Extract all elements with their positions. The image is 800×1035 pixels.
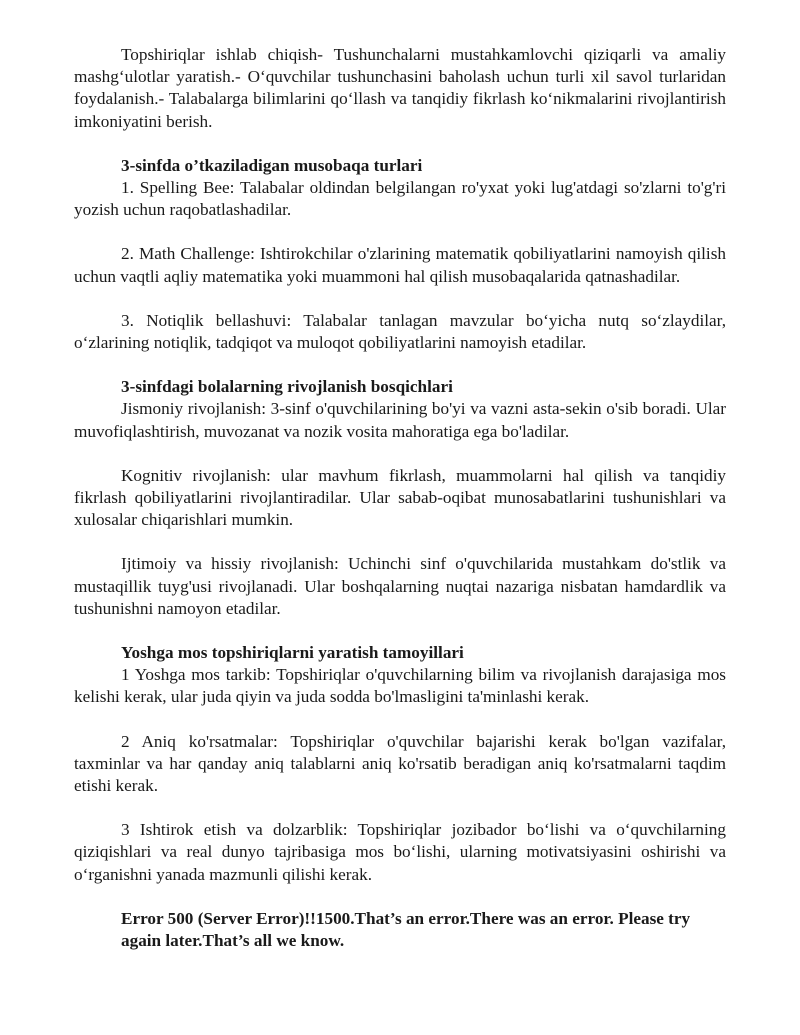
- section-heading-development: 3-sinfdagi bolalarning rivojlanish bosqichlari: [121, 377, 453, 397]
- list-item-spelling-bee: 1. Spelling Bee: Talabalar oldindan belgilangan ro'yxat yoki lug'atdagi so'zlarni to'g'ri yozish uchun raqobatlashadilar.: [74, 178, 726, 220]
- paragraph-social-development: Ijtimoiy va hissiy rivojlanish: Uchinchi sinf o'quvchilarida mustahkam do'stlik va mustaqillik tuyg'usi rivojlanadi. Ular boshqalarning nuqtai nazariga nisbatan hamdardlik va tushunishni namoyon etadilar.: [74, 554, 726, 618]
- document-page: [74, 44, 726, 952]
- error-message: Error 500 (Server Error)!!1500.That’s an error.There was an error. Please try again later.That’s all we know.: [121, 908, 691, 951]
- list-item-age-appropriate: 1 Yoshga mos tarkib: Topshiriqlar o'quvchilarning bilim va rivojlanish darajasiga mos kelishi kerak, ular juda qiyin va juda sodda bo'lmasligini ta'minlashi kerak.: [74, 665, 726, 707]
- paragraph-cognitive-development: Kognitiv rivojlanish: ular mavhum fikrlash, muammolarni hal qilish va tanqidiy fikrlash qobiliyatlarini rivojlantiradilar. Ular sabab-oqibat munosabatlarini tushunishlari va xulosalar chiqarishlari mumkin.: [74, 465, 726, 530]
- section-heading-principles: Yoshga mos topshiriqlarni yaratish tamoyillari: [121, 643, 464, 663]
- intro-paragraph: Topshiriqlar ishlab chiqish- Tushunchalarni mustahkamlovchi qiziqarli va amaliy mashg‘ulotlar yaratish.- O‘quvchilar tushunchasini baholash uchun turli xil savol turlaridan foydalanish.- Talabalarga bilimlarini qo‘llash va tanqidiy fikrlash ko‘nikmalarini rivojlantirish imkoniyatini berish.: [74, 45, 726, 131]
- list-item-engagement: 3 Ishtirok etish va dolzarblik: Topshiriqlar jozibador bo‘lishi va o‘quvchilarning qiziqishlari va real dunyo tajribasiga mos bo‘lishi, ularning motivatsiyasini oshirishi va o‘rganishni yanada mazmunli qilishi kerak.: [74, 820, 726, 884]
- list-item-clear-instructions: 2 Aniq ko'rsatmalar: Topshiriqlar o'quvchilar bajarishi kerak bo'lgan vazifalar, taxminlar va har qanday aniq talablarni aniq ko'rsatib beradigan aniq ko'rsatmalarni taqdim etishi kerak.: [74, 731, 726, 796]
- list-item-math-challenge: 2. Math Challenge: Ishtirokchilar o'zlarining matematik qobiliyatlarini namoyish qilish uchun vaqtli aqliy matematika yoki muammoni hal qilish musobaqalarida qatnashadilar.: [74, 244, 726, 286]
- section-heading-competitions: 3-sinfda o’tkaziladigan musobaqa turlari: [121, 155, 423, 175]
- paragraph-physical-development: Jismoniy rivojlanish: 3-sinf o'quvchilarining bo'yi va vazni asta-sekin o'sib boradi. Ular muvofiqlashtirish, muvozanat va nozik vosita mahoratiga ega bo'ladilar.: [74, 399, 726, 441]
- list-item-oratory: 3. Notiqlik bellashuvi: Talabalar tanlagan mavzular bo‘yicha nutq so‘zlaydilar, o‘zlarining notiqlik, tadqiqot va muloqot qobiliyatlarini namoyish etadilar.: [74, 310, 726, 353]
